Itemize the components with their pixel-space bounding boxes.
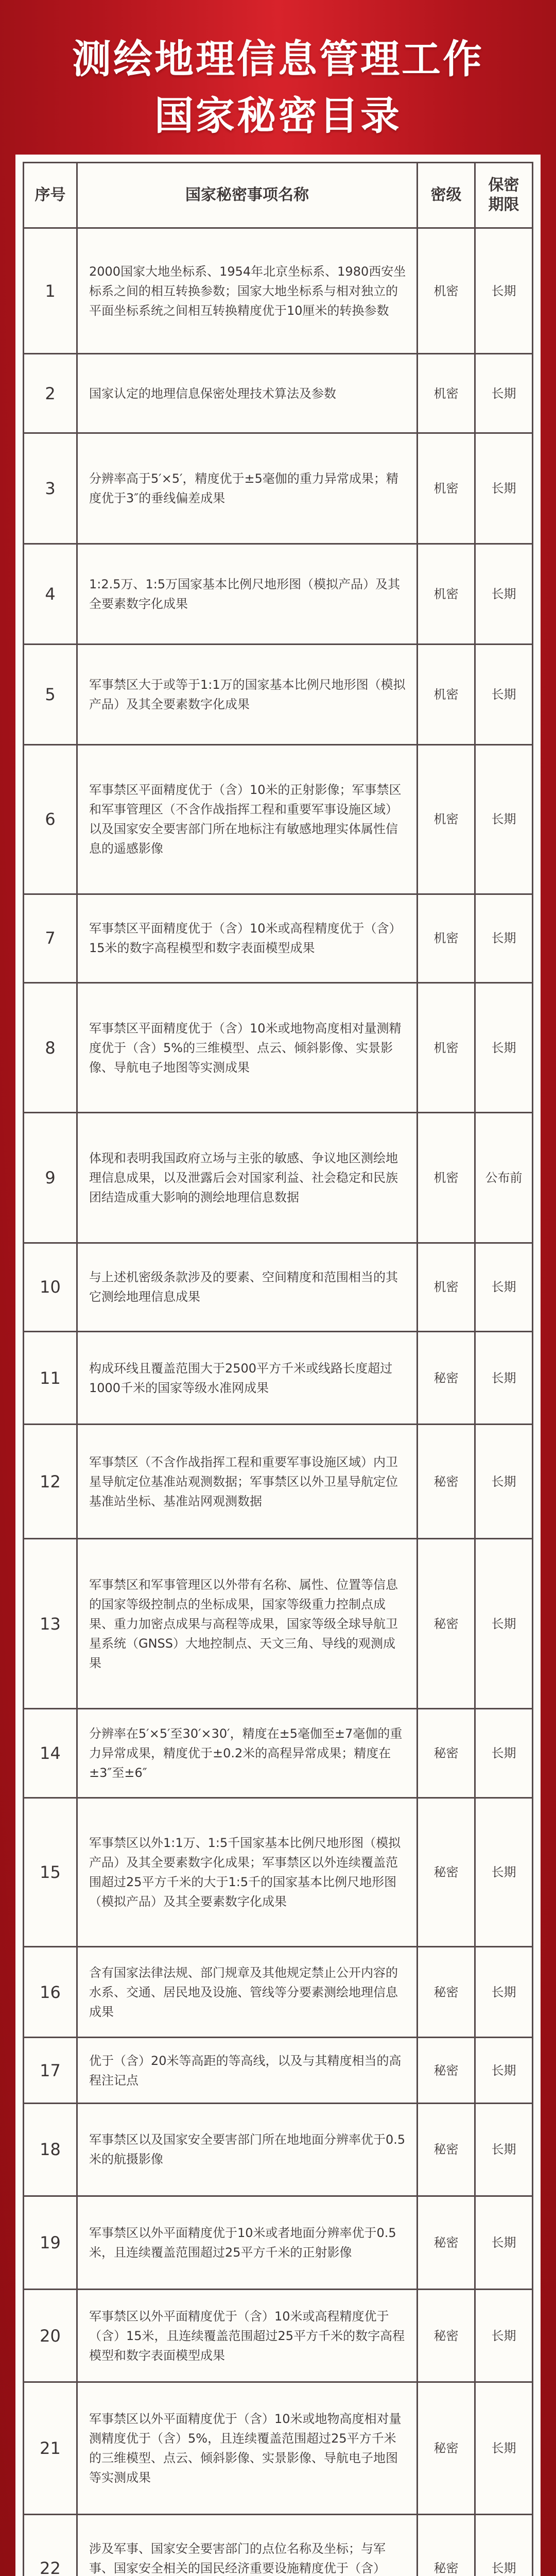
table-row [24, 1331, 533, 1425]
secret-catalog-table [23, 162, 533, 2576]
row-number: 16 [24, 1947, 77, 2038]
row-number: 11 [24, 1331, 77, 1425]
row-number: 8 [24, 982, 77, 1112]
row-level: 机密 [418, 982, 475, 1112]
page-title-line2: 国家秘密目录 [154, 93, 402, 139]
row-number: 22 [24, 2514, 77, 2576]
row-period: 长期 [475, 2196, 533, 2290]
row-number: 2 [24, 354, 77, 433]
row-period: 长期 [475, 645, 533, 745]
row-period: 长期 [475, 894, 533, 982]
table-row [24, 2289, 533, 2382]
row-content: 国家认定的地理信息保密处理技术算法及参数 [77, 354, 418, 433]
row-level: 秘密 [418, 2196, 475, 2290]
row-period: 长期 [475, 1425, 533, 1539]
title-block [0, 31, 556, 144]
row-period: 长期 [475, 228, 533, 354]
row-period: 长期 [475, 2038, 533, 2103]
header-level: 密级 [418, 163, 475, 228]
row-level: 秘密 [418, 1539, 475, 1709]
table-row [24, 2196, 533, 2290]
row-content: 涉及军事、国家安全要害部门的点位名称及坐标；与军事、国家安全相关的国民经济重要设施精度优于（含） [77, 2514, 418, 2576]
row-content: 军事禁区平面精度优于（含）10米或地物高度相对量测精度优于（含）5%的三维模型、点云、倾斜影像、实景影像、导航电子地图等实测成果 [77, 982, 418, 1112]
table-header-row [24, 163, 533, 228]
row-content: 2000国家大地坐标系、1954年北京坐标系、1980西安坐标系之间的相互转换参数；国家大地坐标系与相对独立的平面坐标系统之间相互转换精度优于10厘米的转换参数 [77, 228, 418, 354]
row-content: 军事禁区以外1:1万、1:5千国家基本比例尺地形图（模拟产品）及其全要素数字化成果；军事禁区以外连续覆盖范围超过25平方千米的大于1:5千的国家基本比例尺地形图（模拟产品）及其全要素数字化成果 [77, 1798, 418, 1946]
table-row [24, 228, 533, 354]
table-row [24, 2103, 533, 2196]
row-content: 体现和表明我国政府立场与主张的敏感、争议地区测绘地理信息成果，以及泄露后会对国家利益、社会稳定和民族团结造成重大影响的测绘地理信息数据 [77, 1113, 418, 1243]
row-level: 秘密 [418, 1425, 475, 1539]
row-content: 1:2.5万、1:5万国家基本比例尺地形图（模拟产品）及其全要素数字化成果 [77, 544, 418, 645]
row-content: 与上述机密级条款涉及的要素、空间精度和范围相当的其它测绘地理信息成果 [77, 1243, 418, 1331]
header-no: 序号 [24, 163, 77, 228]
table-row [24, 544, 533, 645]
row-number: 7 [24, 894, 77, 982]
row-level: 机密 [418, 645, 475, 745]
row-level: 秘密 [418, 2038, 475, 2103]
row-number: 10 [24, 1243, 77, 1331]
row-content: 军事禁区平面精度优于（含）10米或高程精度优于（含）15米的数字高程模型和数字表面模型成果 [77, 894, 418, 982]
row-level: 机密 [418, 894, 475, 982]
row-period: 长期 [475, 1331, 533, 1425]
row-number: 18 [24, 2103, 77, 2196]
row-number: 5 [24, 645, 77, 745]
row-number: 6 [24, 745, 77, 894]
row-number: 1 [24, 228, 77, 354]
row-number: 13 [24, 1539, 77, 1709]
table-row [24, 2514, 533, 2576]
row-period: 长期 [475, 745, 533, 894]
row-content: 军事禁区大于或等于1:1万的国家基本比例尺地形图（模拟产品）及其全要素数字化成果 [77, 645, 418, 745]
row-level: 机密 [418, 544, 475, 645]
row-period: 长期 [475, 982, 533, 1112]
row-level: 机密 [418, 433, 475, 544]
row-period: 长期 [475, 1798, 533, 1946]
row-level: 机密 [418, 1243, 475, 1331]
row-content: 优于（含）20米等高距的等高线，以及与其精度相当的高程注记点 [77, 2038, 418, 2103]
table-row [24, 645, 533, 745]
row-content: 含有国家法律法规、部门规章及其他规定禁止公开内容的水系、交通、居民地及设施、管线等分要素测绘地理信息成果 [77, 1947, 418, 2038]
row-period: 长期 [475, 544, 533, 645]
page-title-line1: 测绘地理信息管理工作 [72, 36, 484, 82]
row-number: 21 [24, 2382, 77, 2514]
table-row [24, 1798, 533, 1946]
row-level: 秘密 [418, 2514, 475, 2576]
table-row [24, 1425, 533, 1539]
row-period: 长期 [475, 1539, 533, 1709]
row-level: 秘密 [418, 2382, 475, 2514]
row-period: 长期 [475, 2289, 533, 2382]
row-period: 长期 [475, 2514, 533, 2576]
table-row [24, 894, 533, 982]
row-content: 军事禁区以外平面精度优于（含）10米或高程精度优于（含）15米，且连续覆盖范围超过25平方千米的数字高程模型和数字表面模型成果 [77, 2289, 418, 2382]
table-row [24, 1243, 533, 1331]
header-period: 保密期限 [475, 163, 533, 228]
row-content: 军事禁区和军事管理区以外带有名称、属性、位置等信息的国家等级控制点的坐标成果，国家等级重力控制点成果、重力加密点成果与高程等成果，国家等级全球导航卫星系统（GNSS）大地控制点、天文三角、导线的观测成果 [77, 1539, 418, 1709]
row-content: 军事禁区平面精度优于（含）10米的正射影像；军事禁区和军事管理区（不含作战指挥工程和重要军事设施区域）以及国家安全要害部门所在地标注有敏感地理实体属性信息的遥感影像 [77, 745, 418, 894]
row-level: 机密 [418, 1113, 475, 1243]
row-level: 机密 [418, 354, 475, 433]
row-period: 公布前 [475, 1113, 533, 1243]
table-row [24, 1539, 533, 1709]
row-content: 军事禁区以外平面精度优于10米或者地面分辨率优于0.5米，且连续覆盖范围超过25平方千米的正射影像 [77, 2196, 418, 2290]
row-number: 4 [24, 544, 77, 645]
table-row [24, 1709, 533, 1798]
row-content: 军事禁区以及国家安全要害部门所在地地面分辨率优于0.5米的航摄影像 [77, 2103, 418, 2196]
row-content: 构成环线且覆盖范围大于2500平方千米或线路长度超过1000千米的国家等级水准网成果 [77, 1331, 418, 1425]
row-number: 19 [24, 2196, 77, 2290]
row-period: 长期 [475, 2103, 533, 2196]
row-period: 长期 [475, 354, 533, 433]
row-number: 9 [24, 1113, 77, 1243]
table-row [24, 2382, 533, 2514]
row-period: 长期 [475, 433, 533, 544]
row-number: 12 [24, 1425, 77, 1539]
table-row [24, 1113, 533, 1243]
row-number: 14 [24, 1709, 77, 1798]
secret-catalog-card [15, 155, 541, 2576]
row-level: 机密 [418, 228, 475, 354]
row-period: 长期 [475, 2382, 533, 2514]
table-row [24, 745, 533, 894]
table-row [24, 1947, 533, 2038]
row-level: 秘密 [418, 1947, 475, 2038]
row-number: 20 [24, 2289, 77, 2382]
row-level: 秘密 [418, 2103, 475, 2196]
table-row [24, 2038, 533, 2103]
row-level: 秘密 [418, 1709, 475, 1798]
table-row [24, 982, 533, 1112]
row-content: 军事禁区以外平面精度优于（含）10米或地物高度相对量测精度优于（含）5%，且连续覆盖范围超过25平方千米的三维模型、点云、倾斜影像、实景影像、导航电子地图等实测成果 [77, 2382, 418, 2514]
row-level: 秘密 [418, 1331, 475, 1425]
table-row [24, 354, 533, 433]
row-period: 长期 [475, 1709, 533, 1798]
row-number: 3 [24, 433, 77, 544]
row-period: 长期 [475, 1243, 533, 1331]
row-content: 分辨率高于5′×5′，精度优于±5毫伽的重力异常成果；精度优于3″的垂线偏差成果 [77, 433, 418, 544]
row-period: 长期 [475, 1947, 533, 2038]
row-level: 机密 [418, 745, 475, 894]
row-content: 分辨率在5′×5′至30′×30′，精度在±5毫伽至±7毫伽的重力异常成果，精度优于±0.2米的高程异常成果；精度在±3″至±6″ [77, 1709, 418, 1798]
table-row [24, 433, 533, 544]
header-name: 国家秘密事项名称 [77, 163, 418, 228]
row-level: 秘密 [418, 2289, 475, 2382]
row-level: 秘密 [418, 1798, 475, 1946]
row-content: 军事禁区（不含作战指挥工程和重要军事设施区域）内卫星导航定位基准站观测数据；军事禁区以外卫星导航定位基准站坐标、基准站网观测数据 [77, 1425, 418, 1539]
row-number: 17 [24, 2038, 77, 2103]
row-number: 15 [24, 1798, 77, 1946]
